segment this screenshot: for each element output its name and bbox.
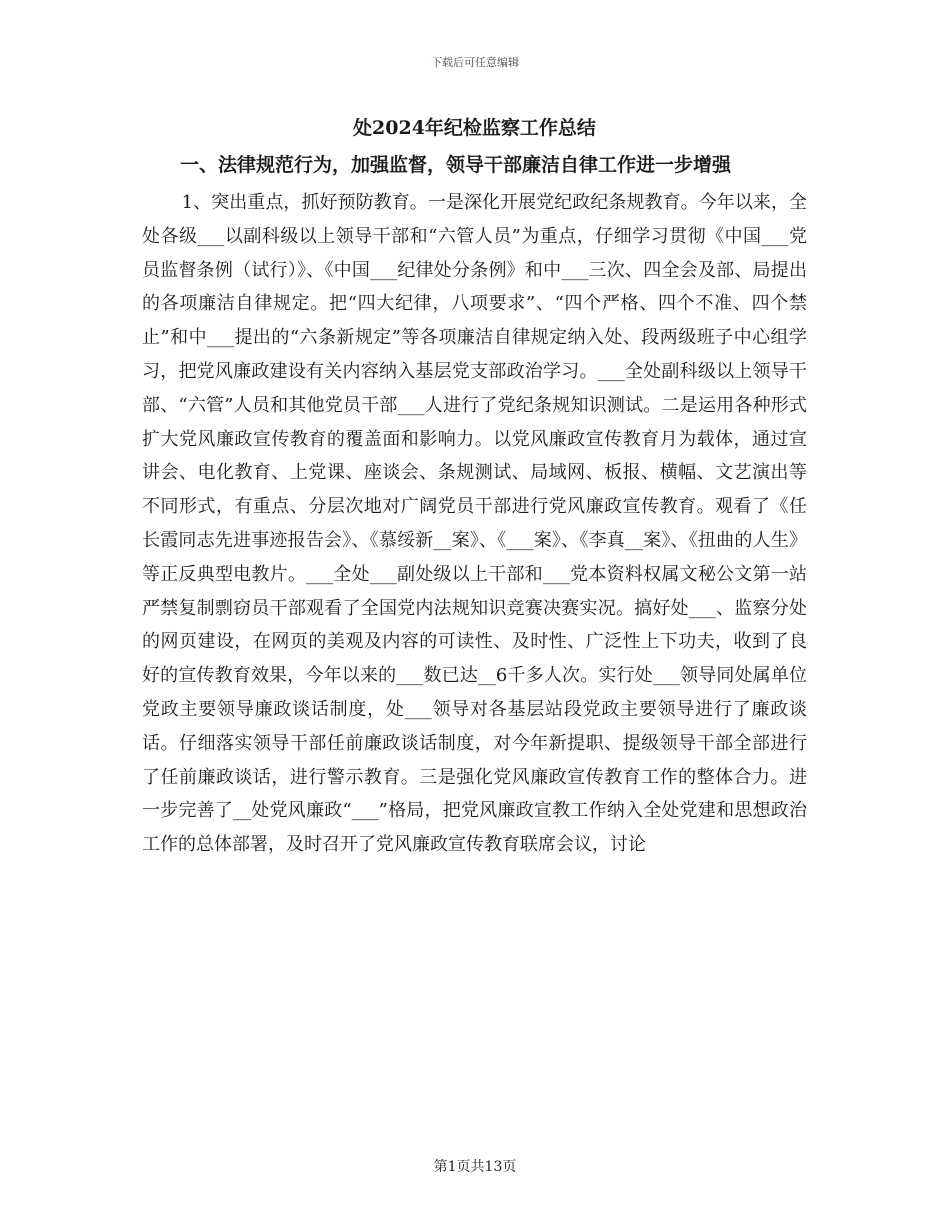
section-heading: 一、法律规范行为，加强监督，领导干部廉洁自律工作进一步增强 [180,154,732,176]
page-footer: 第1页共13页 [433,1159,517,1175]
body-paragraph: 1、突出重点，抓好预防教育。一是深化开展党纪政纪条规教育。今年以来，全处各级___以副科级以上领导干部和“六管人员”为重点，仔细学习贯彻《中国___党员监督条例（试行）》、《中国___纪律处分条例》和中___三次、四全会及部、局提出的各项廉洁自律规定。把“四大纪律，八项要求”、“四个严格、四个不准、四个禁止”和中___提出的“六条新规定”等各项廉洁自律规定纳入处、段两级班子中心组学习，把党风廉政建设有关内容纳入基层党支部政治学习。___全处副科级以上领导干部、“六管”人员和其他党员干部___人进行了党纪条规知识测试。二是运用各种形式扩大党风廉政宣传教育的覆盖面和影响力。以党风廉政宣传教育月为载体，通过宣讲会、电化教育、上党课、座谈会、条规测试、局域网、板报、横幅、文艺演出等不同形式，有重点、分层次地对广阔党员干部进行党风廉政宣传教育。观看了《任长霞同志先进事迹报告会》、《慕绥新__案》、《___案》、《李真__案》、《扭曲的人生》等正反典型电教片。___全处___副处级以上干部和___党本资料权属文秘公文第一站严禁复制剽窃员干部观看了全国党内法规知识竞赛决赛实况。搞好处___、监察分处的网页建设，在网页的美观及内容的可读性、及时性、广泛性上下功夫，收到了良好的宣传教育效果，今年以来的___数已达__6千多人次。实行处___领导同处属单位党政主要领导廉政谈话制度，处___领导对各基层站段党政主要领导进行了廉政谈话。仔细落实领导干部任前廉政谈话制度，对今年新提职、提级领导干部全部进行了任前廉政谈话，进行警示教育。三是强化党风廉政宣传教育工作的整体合力。进一步完善了__处党风廉政“___”格局，把党风廉政宣教工作纳入全处党建和思想政治工作的总体部署，及时召开了党风廉政宣传教育联席会议，讨论 [142,192,807,856]
header-note: 下载后可任意编辑 [431,56,519,69]
document-title: 处2024年纪检监察工作总结 [353,117,596,139]
document-body [142,112,807,862]
